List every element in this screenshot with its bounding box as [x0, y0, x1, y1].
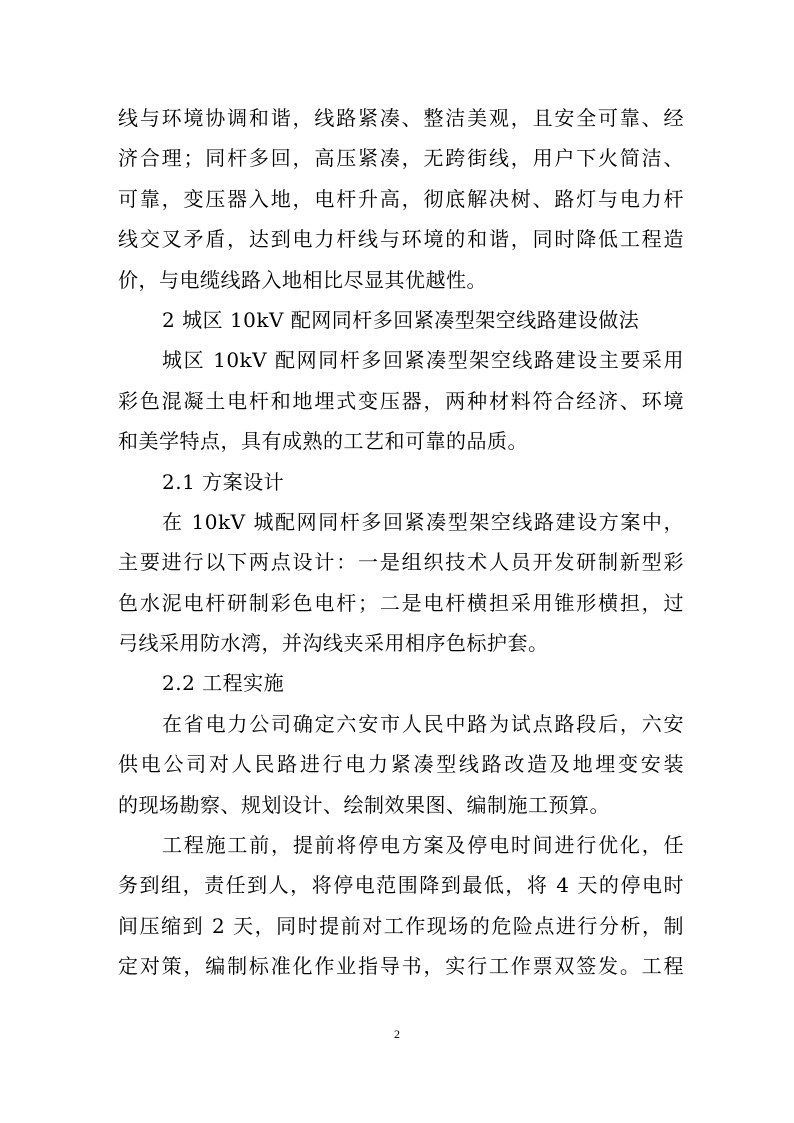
text-line: 在省电力公司确定六安市人民中路为试点路段后，六安	[162, 711, 684, 736]
text-line: 城区 10kV 配网同杆多回紧凑型架空线路建设主要采用	[162, 348, 684, 373]
text-line: 定对策，编制标准化作业指导书，实行工作票双签发。工程	[118, 954, 684, 979]
text-line: 色水泥电杆研制彩色电杆；二是电杆横担采用锥形横担，过	[118, 590, 684, 615]
page-number: 2	[394, 1027, 400, 1041]
text-line: 线交叉矛盾，达到电力杆线与环境的和谐，同时降低工程造	[118, 227, 684, 252]
text-line: 务到组，责任到人，将停电范围降到最低，将 4 天的停电时	[118, 873, 684, 898]
text-line: 济合理；同杆多回，高压紧凑，无跨街线，用户下火简洁、	[118, 146, 684, 171]
text-line: 彩色混凝土电杆和地埋式变压器，两种材料符合经济、环境	[118, 388, 684, 413]
section-heading: 2 城区 10kV 配网同杆多回紧凑型架空线路建设做法	[162, 307, 640, 332]
text-line: 供电公司对人民路进行电力紧凑型线路改造及地埋变安装	[118, 752, 684, 777]
text-line: 和美学特点，具有成熟的工艺和可靠的品质。	[118, 429, 528, 454]
text-line: 主要进行以下两点设计：一是组织技术人员开发研制新型彩	[118, 550, 684, 575]
text-line: 可靠，变压器入地，电杆升高，彻底解决树、路灯与电力杆	[118, 186, 684, 211]
text-line: 的现场勘察、规划设计、绘制效果图、编制施工预算。	[118, 792, 610, 817]
document-body	[118, 98, 684, 987]
subsection-heading: 2.2 工程实施	[162, 671, 285, 696]
text-line: 价，与电缆线路入地相比尽显其优越性。	[118, 267, 487, 292]
text-line: 弓线采用防水湾，并沟线夹采用相序色标护套。	[118, 631, 549, 656]
text-line: 在 10kV 城配网同杆多回紧凑型架空线路建设方案中，	[162, 509, 684, 534]
text-line: 间压缩到 2 天，同时提前对工作现场的危险点进行分析，制	[118, 913, 684, 938]
text-line: 工程施工前，提前将停电方案及停电时间进行优化，任	[162, 833, 684, 858]
subsection-heading: 2.1 方案设计	[162, 469, 285, 494]
text-line: 线与环境协调和谐，线路紧凑、整洁美观，且安全可靠、经	[118, 106, 684, 130]
